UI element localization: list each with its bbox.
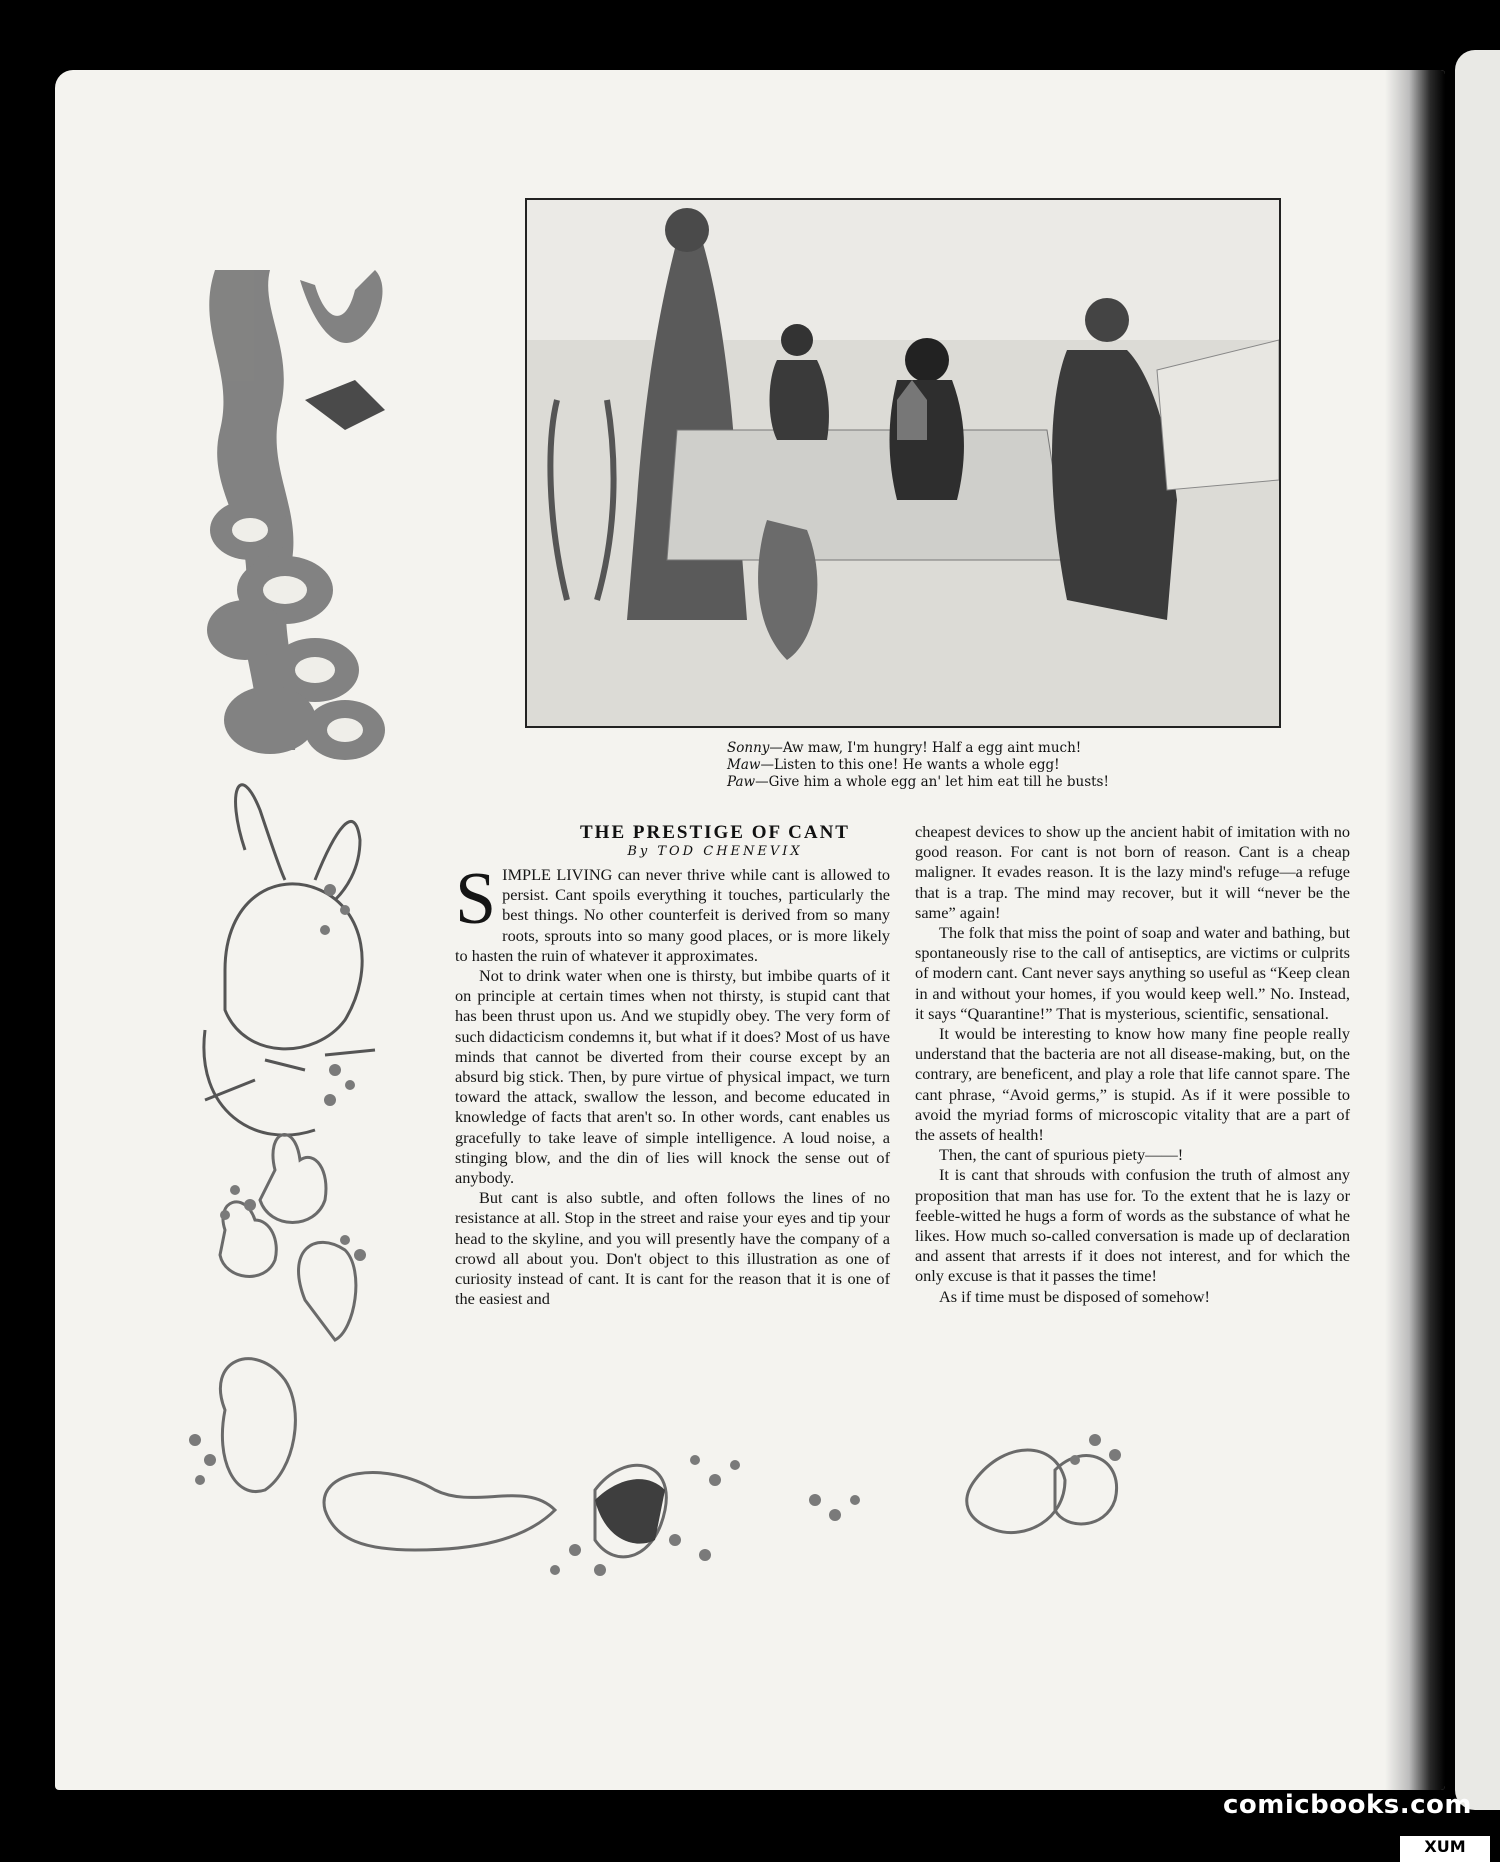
drop-cap: S: [455, 858, 497, 940]
caption-speaker: Maw: [727, 757, 761, 773]
article-paragraph: cheapest devices to show up the ancient habit of imitation with no good reason. For cant is not born of reason. Cant is a cheap maligner. It evades reason. It is the lazy mind's refuge—a refuge that is a trap. The mind may recover, but it will “never be the same” again!: [915, 822, 1350, 922]
caption-text: —Give him a whole egg an' let him eat till he busts!: [755, 774, 1109, 790]
caption-text: —Listen to this one! He wants a whole egg!: [760, 757, 1060, 773]
article-column-left: [455, 858, 890, 1309]
caption-line: [727, 774, 1109, 791]
article-paragraph: The folk that miss the point of soap and water and bathing, but spontaneously rise to the call of antiseptics, are victims or culprits of modern cant. Cant never says anything so useful as “Keep clean in and without your homes, if you would keep well.” No. Instead, it says “Quarantine!” That is mysterious, scientific, sensational.: [915, 923, 1350, 1023]
article-paragraph: As if time must be disposed of somehow!: [939, 1286, 1210, 1306]
caption-speaker: Paw: [727, 774, 756, 790]
article-byline: By TOD CHENEVIX: [627, 844, 803, 859]
illustration-caption: [727, 740, 1109, 791]
caption-line: [727, 757, 1109, 774]
article-paragraph: SIMPLE LIVING can never thrive while cant is allowed to persist. Cant spoils everything it touches, particularly the best things. No other counterfeit is derived from so many roots, sprouts into so many good places, or is more likely to hasten the ruin of whatever it approximates.: [455, 858, 890, 965]
caption-line: [727, 740, 1109, 757]
article-paragraph: It would be interesting to know how many fine people really understand that the bacteria are not all disease-making, but, on the contrary, are beneficent, and play a role that life cannot spare. The cant phrase, “Avoid germs,” is stupid. As if it were possible to avoid the myriad forms of microscopic vitality that are a part of the assets of health!: [915, 1024, 1350, 1145]
article-paragraph: Not to drink water when one is thirsty, but imbibe quarts of it on principle at certain times when not thirsty, is stupid cant that has been thrust upon us. And we stupidly obey. The very form of such didacticism condemns it, but what if it does? Most of us have minds that cannot be diverted from their course except by an absurd big stick. Then, by pure virtue of physical impact, we turn toward the attack, swallow the lesson, and become educated in knowledge of facts that aren't so. In other words, cant enables us gracefully to take leave of simple intelligence. A loud noise, a stinging blow, and the din of lies will knock the sense out of anybody.: [455, 966, 890, 1188]
article-paragraph: It is cant that shrouds with confusion the truth of almost any proposition that man has use for. To the extent that he is lazy or feeble-witted he hugs a form of words as the substance of what he likes. How much so-called conversation is made up of declaration and assent that arrests if it does not interest, and for which the only excuse is that it passes the time!: [915, 1165, 1350, 1286]
next-page-edge: [1455, 50, 1500, 1810]
caption-text: —Aw maw, I'm hungry! Half a egg aint much!: [769, 740, 1082, 756]
caption-speaker: Sonny: [727, 740, 770, 756]
article-column-right: [915, 822, 1350, 1307]
site-watermark: comicbooks.com: [1222, 1790, 1472, 1820]
article-paragraph: Then, the cant of spurious piety——!: [939, 1145, 1184, 1165]
family-dinner-illustration: [525, 198, 1281, 728]
scan-tag: XUM: [1400, 1836, 1490, 1862]
article-title: THE PRESTIGE OF CANT: [580, 822, 850, 843]
article-paragraph: But cant is also subtle, and often follows the lines of no resistance at all. Stop in the street and raise your eyes and tip your head to the skyline, and you will presently have the company of a crowd all about you. Don't object to this illustration as one of curiosity instead of cant. It is cant for the reason that it is one of the easiest and: [455, 1188, 890, 1309]
magazine-page: [55, 70, 1445, 1790]
